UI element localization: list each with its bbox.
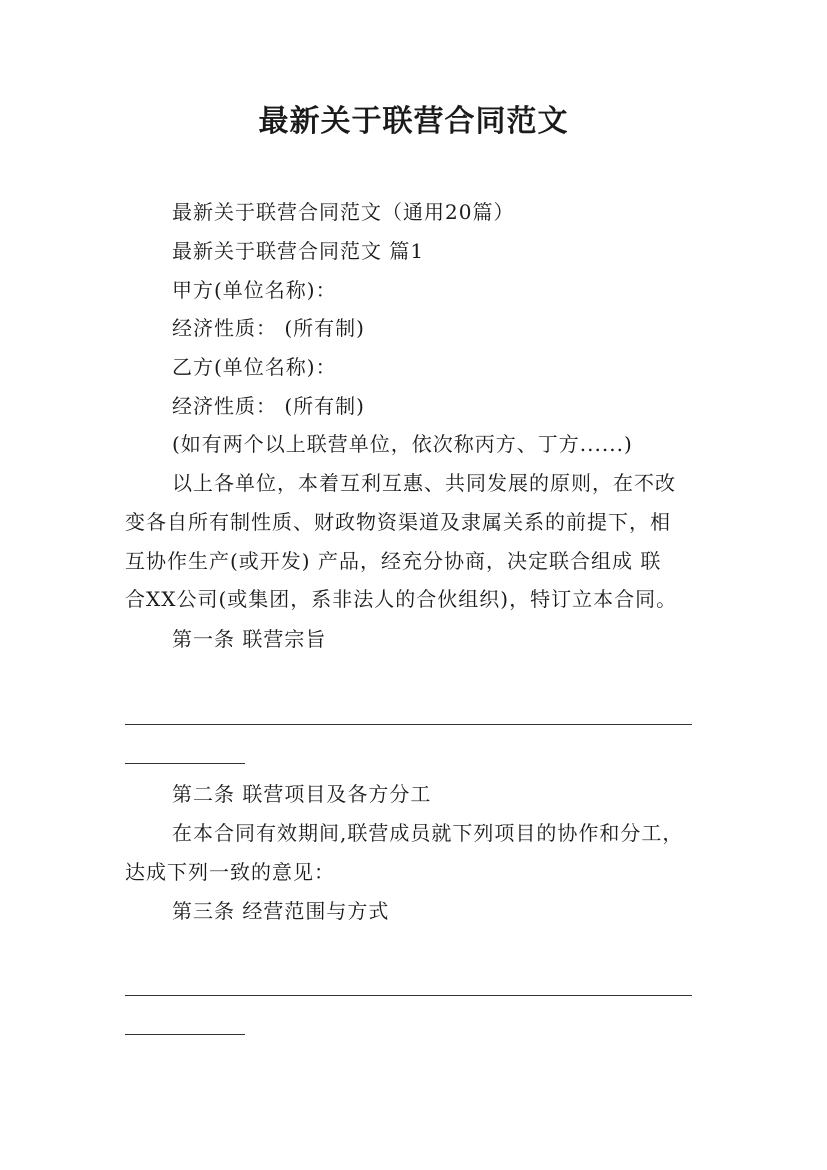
paragraph-line: 在本合同有效期间,联营成员就下列项目的协作和分工， — [172, 821, 684, 845]
article-2-heading: 第二条 联营项目及各方分工 — [172, 782, 432, 806]
party-b-line: 乙方(单位名称)： — [172, 355, 337, 379]
paragraph-line: 合XX公司(或集团，系非法人的合伙组织)，特订立本合同。 — [125, 587, 678, 611]
article-3-heading: 第三条 经营范围与方式 — [172, 899, 390, 923]
paragraph-line: 以上各单位，本着互利互惠、共同发展的原则，在不改 — [172, 471, 676, 495]
document-title: 最新关于联营合同范文 — [258, 104, 569, 139]
blank-fill-line — [125, 995, 692, 996]
additional-parties-note: (如有两个以上联营单位，依次称丙方、丁方......) — [172, 432, 633, 456]
blank-fill-line — [125, 724, 692, 725]
section-heading: 最新关于联营合同范文 篇1 — [172, 239, 425, 263]
party-a-nature-line: 经济性质： (所有制) — [172, 316, 365, 340]
party-a-line: 甲方(单位名称)： — [172, 278, 337, 302]
party-b-nature-line: 经济性质： (所有制) — [172, 394, 365, 418]
subtitle-line: 最新关于联营合同范文（通用20篇） — [172, 200, 515, 224]
blank-fill-line — [125, 763, 245, 764]
article-1-heading: 第一条 联营宗旨 — [172, 627, 327, 651]
paragraph-line: 达成下列一致的意见： — [125, 860, 335, 884]
paragraph-line: 变各自所有制性质、财政物资渠道及隶属关系的前提下，相 — [125, 510, 671, 534]
paragraph-line: 互协作生产(或开发) 产品，经充分协商，决定联合组成 联 — [125, 549, 662, 573]
blank-fill-line — [125, 1034, 245, 1035]
